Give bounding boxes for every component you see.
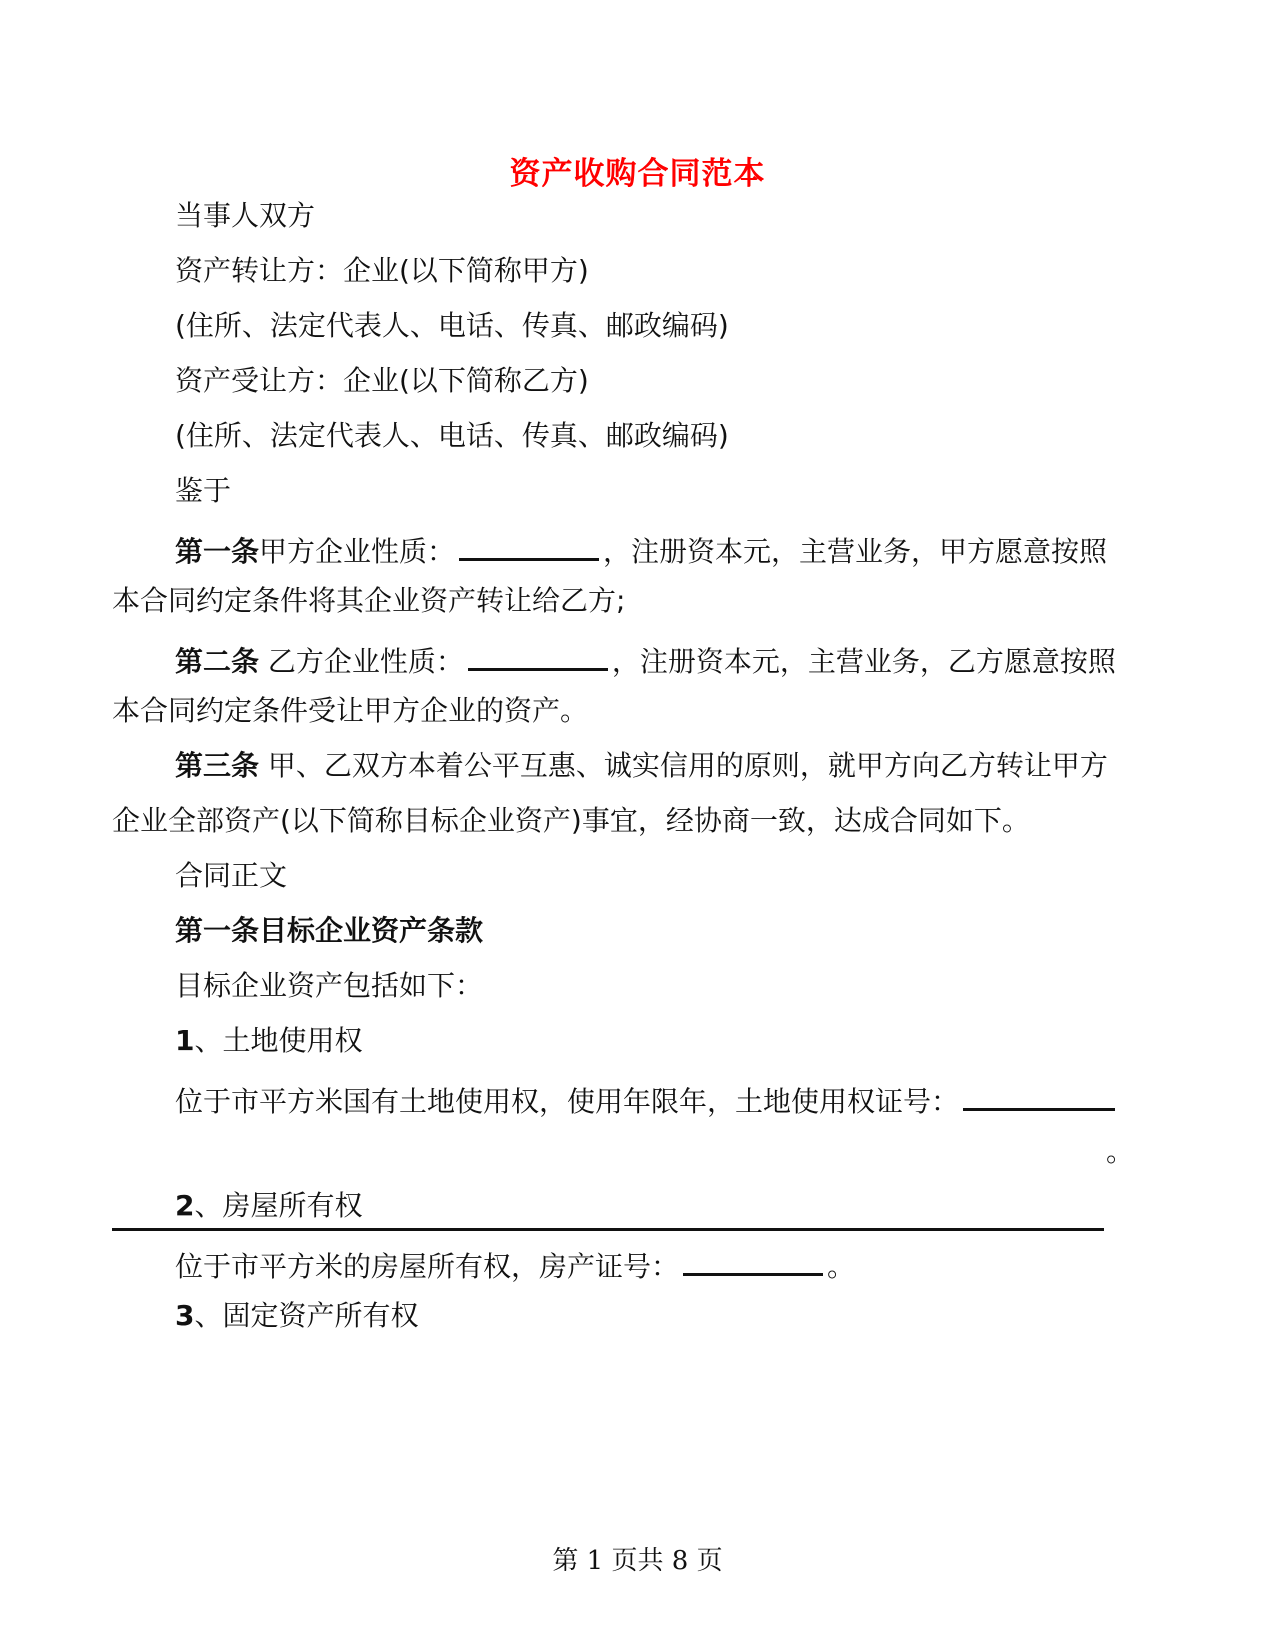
- document-title: 资产收购合同范本: [509, 156, 766, 192]
- section-1-title: 第一条目标企业资产条款: [175, 914, 484, 947]
- item-number: 3: [175, 1299, 195, 1332]
- transferor-line: 资产转让方：企业(以下简称甲方): [175, 254, 589, 287]
- parties-heading: 当事人双方: [175, 199, 316, 232]
- item-2-text: [175, 1247, 855, 1281]
- article-label: 第三条: [175, 749, 260, 782]
- item-1-text: [175, 1082, 1119, 1116]
- item-number: 2: [175, 1189, 195, 1222]
- item-text: 位于市平方米国有土地使用权，使用年限年，土地使用权证号：: [175, 1085, 960, 1118]
- fill-in-blank: [683, 1247, 823, 1276]
- fill-in-blank: [468, 642, 608, 671]
- preamble-article-1-cont: 本合同约定条件将其企业资产转让给乙方;: [112, 584, 626, 617]
- article-text: ，注册资本元，主营业务，乙方愿意按照: [611, 645, 1116, 678]
- body-heading: 合同正文: [175, 859, 288, 892]
- fill-in-blank: [459, 532, 599, 561]
- article-text: 甲、乙双方本着公平互惠、诚实信用的原则，就甲方向乙方转让甲方: [259, 749, 1108, 782]
- article-label: 第一条: [175, 535, 260, 568]
- item-label: 、房屋所有权: [194, 1189, 363, 1222]
- item-end: 。: [827, 1250, 856, 1283]
- preamble-article-2-cont: 本合同约定条件受让甲方企业的资产。: [112, 694, 589, 727]
- item-1-end: 。: [1106, 1135, 1135, 1168]
- article-text: 甲方企业性质：: [259, 535, 456, 568]
- article-text: ，注册资本元，主营业务，甲方愿意按照: [603, 535, 1108, 568]
- transferee-info: (住所、法定代表人、电话、传真、邮政编码): [175, 419, 729, 452]
- article-text: 乙方企业性质：: [259, 645, 464, 678]
- fill-in-blank-long: [112, 1228, 1104, 1231]
- item-2-heading: [175, 1189, 363, 1222]
- item-text: 位于市平方米的房屋所有权，房产证号：: [175, 1250, 680, 1283]
- fill-in-blank: [963, 1082, 1115, 1111]
- preamble-article-1: [175, 532, 1107, 566]
- section-1-intro: 目标企业资产包括如下：: [175, 969, 484, 1002]
- article-label: 第二条: [175, 645, 260, 678]
- item-label: 、土地使用权: [194, 1024, 363, 1057]
- item-3-heading: [175, 1299, 419, 1332]
- item-label: 、固定资产所有权: [194, 1299, 419, 1332]
- preamble-article-3-cont: 企业全部资产(以下简称目标企业资产)事宜，经协商一致，达成合同如下。: [112, 804, 1030, 837]
- preamble-article-2: [175, 642, 1116, 676]
- page-footer: 第 1 页共 8 页: [552, 1546, 723, 1576]
- item-number: 1: [175, 1024, 195, 1057]
- item-1-heading: [175, 1024, 363, 1057]
- whereas-line: 鉴于: [175, 474, 232, 507]
- preamble-article-3: [175, 749, 1108, 782]
- transferor-info: (住所、法定代表人、电话、传真、邮政编码): [175, 309, 729, 342]
- transferee-line: 资产受让方：企业(以下简称乙方): [175, 364, 589, 397]
